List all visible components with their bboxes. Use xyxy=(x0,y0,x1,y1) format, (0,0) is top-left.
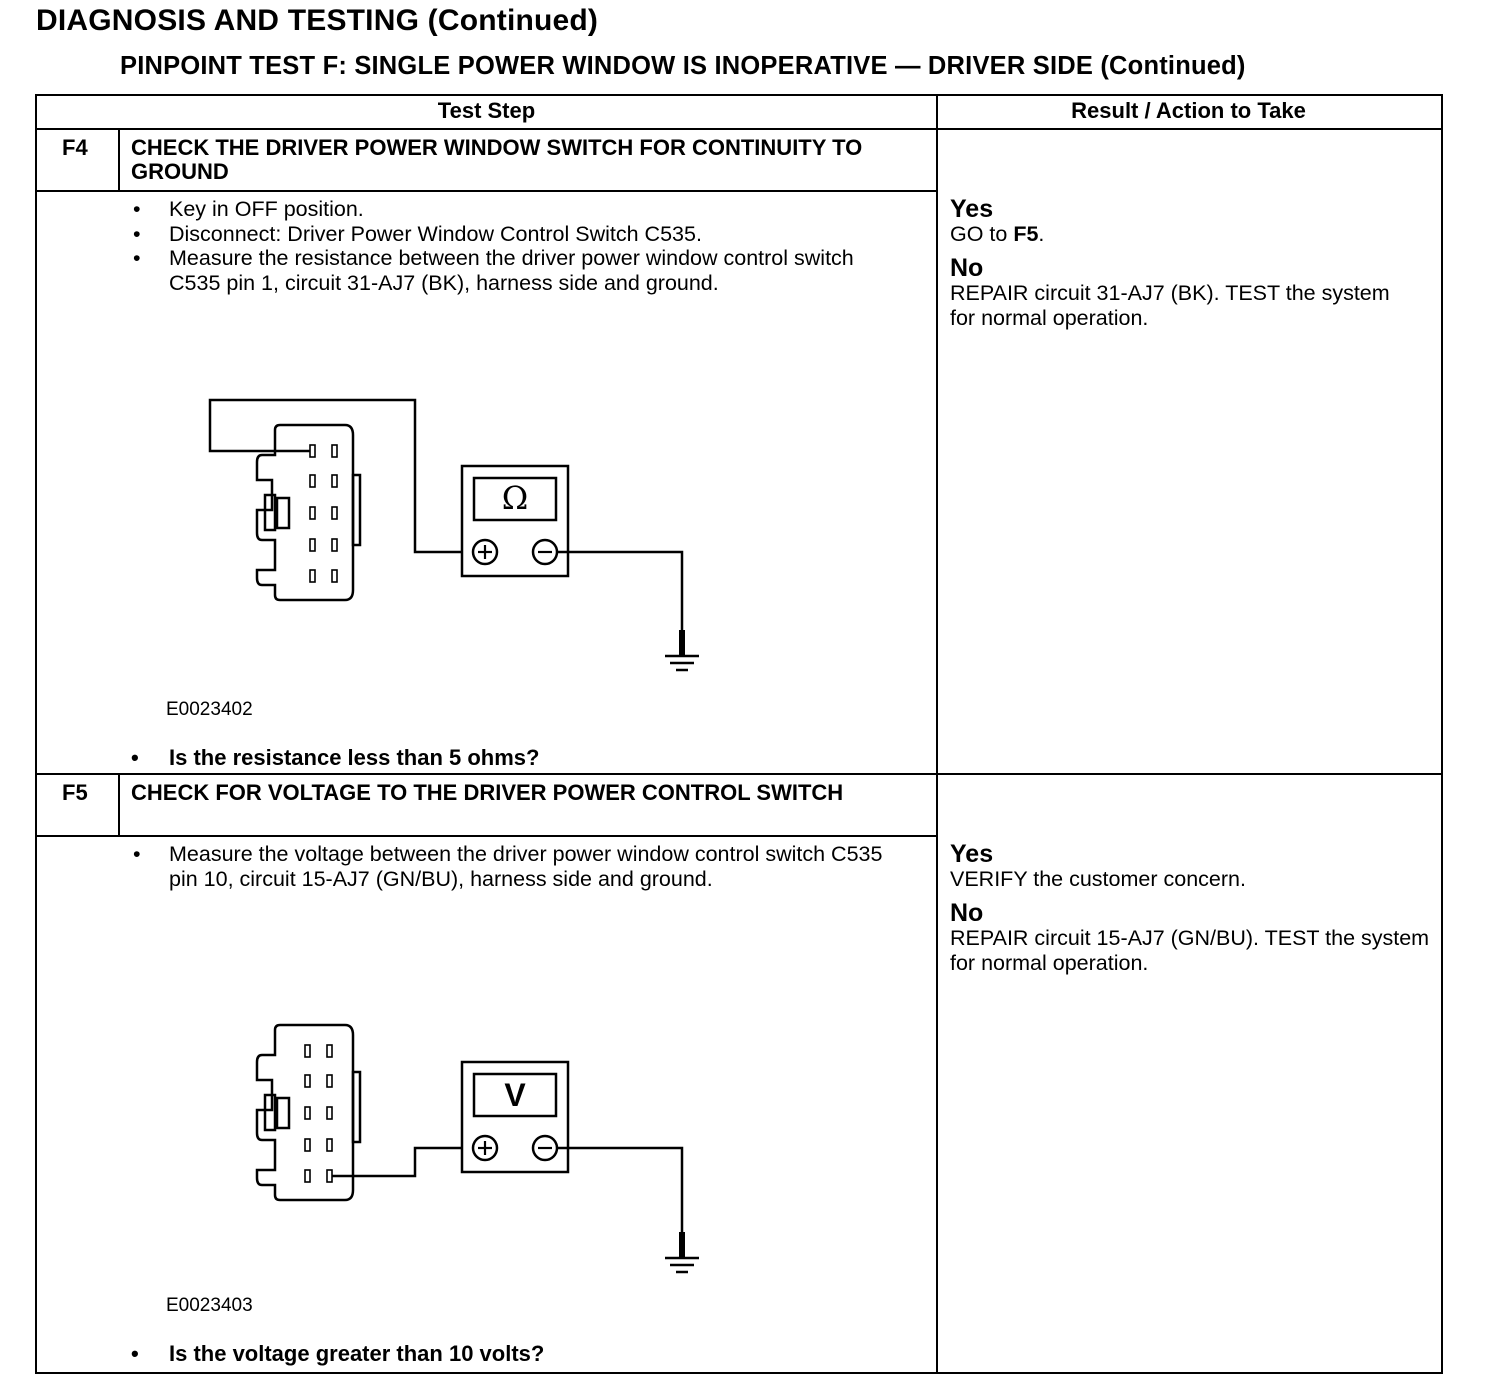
instruction-item: • Disconnect: Driver Power Window Control Switch C535. xyxy=(131,222,911,247)
step-id-divider-f5 xyxy=(118,774,120,836)
instruction-item: • Measure the resistance between the driver power window control switch C535 pin 1, circuit 31-AJ7 (BK), harness side and ground. xyxy=(131,246,911,295)
no-action: REPAIR circuit 31-AJ7 (BK). TEST the system for normal operation. xyxy=(950,281,1390,330)
column-header-test-step: Test Step xyxy=(437,98,536,123)
result-f4 xyxy=(950,196,1440,331)
connector-pin-icon xyxy=(305,1045,332,1182)
step-id-divider-f4 xyxy=(118,129,120,191)
question-text: Is the resistance less than 5 ohms? xyxy=(169,745,540,770)
row-divider xyxy=(35,773,1441,775)
f5-instructions xyxy=(131,842,891,891)
step-id-f5: F5 xyxy=(62,780,88,805)
question-text: Is the voltage greater than 10 volts? xyxy=(169,1341,545,1366)
column-divider xyxy=(936,94,938,1372)
step-id-f4: F4 xyxy=(62,135,88,160)
f5-voltmeter-diagram xyxy=(200,1010,700,1290)
page-heading: DIAGNOSIS AND TESTING (Continued) xyxy=(36,4,599,37)
step-title-f5: CHECK FOR VOLTAGE TO THE DRIVER POWER CONTROL SWITCH xyxy=(131,780,844,805)
f4-title-rule xyxy=(35,190,938,192)
column-header-result: Result / Action to Take xyxy=(1071,98,1306,123)
yes-label: Yes xyxy=(950,195,994,223)
figure-id-f5: E0023403 xyxy=(166,1295,253,1316)
f4-instructions xyxy=(131,197,911,295)
instruction-item: • Measure the voltage between the driver power window control switch C535 pin 10, circuit 15-AJ7 (GN/BU), harness side and ground. xyxy=(131,842,891,891)
connector-pin-icon xyxy=(310,445,337,582)
yes-label: Yes xyxy=(950,840,994,868)
pinpoint-test-title: PINPOINT TEST F: SINGLE POWER WINDOW IS INOPERATIVE — DRIVER SIDE (Continued) xyxy=(120,52,1246,80)
yes-action: VERIFY the customer concern. xyxy=(950,867,1246,891)
result-f5 xyxy=(950,841,1440,976)
instruction-item: • Key in OFF position. xyxy=(131,197,911,222)
no-label: No xyxy=(950,254,984,282)
question-f5 xyxy=(131,1341,544,1367)
question-f4 xyxy=(131,745,539,771)
f5-title-rule xyxy=(35,835,938,837)
step-title-f4: CHECK THE DRIVER POWER WINDOW SWITCH FOR CONTINUITY TO GROUND xyxy=(131,135,863,184)
goto-step-link[interactable]: F5 xyxy=(1013,222,1039,246)
f4-ohmmeter-diagram xyxy=(200,390,700,690)
header-rule xyxy=(35,128,1441,130)
yes-action-prefix: GO to xyxy=(950,222,1014,246)
no-label: No xyxy=(950,899,984,927)
meter-symbol: V xyxy=(504,1077,526,1113)
figure-id-f4: E0023402 xyxy=(166,699,253,720)
meter-symbol: Ω xyxy=(501,479,529,517)
yes-action-suffix: . xyxy=(1038,222,1045,246)
no-action: REPAIR circuit 15-AJ7 (GN/BU). TEST the system for normal operation. xyxy=(950,926,1430,975)
